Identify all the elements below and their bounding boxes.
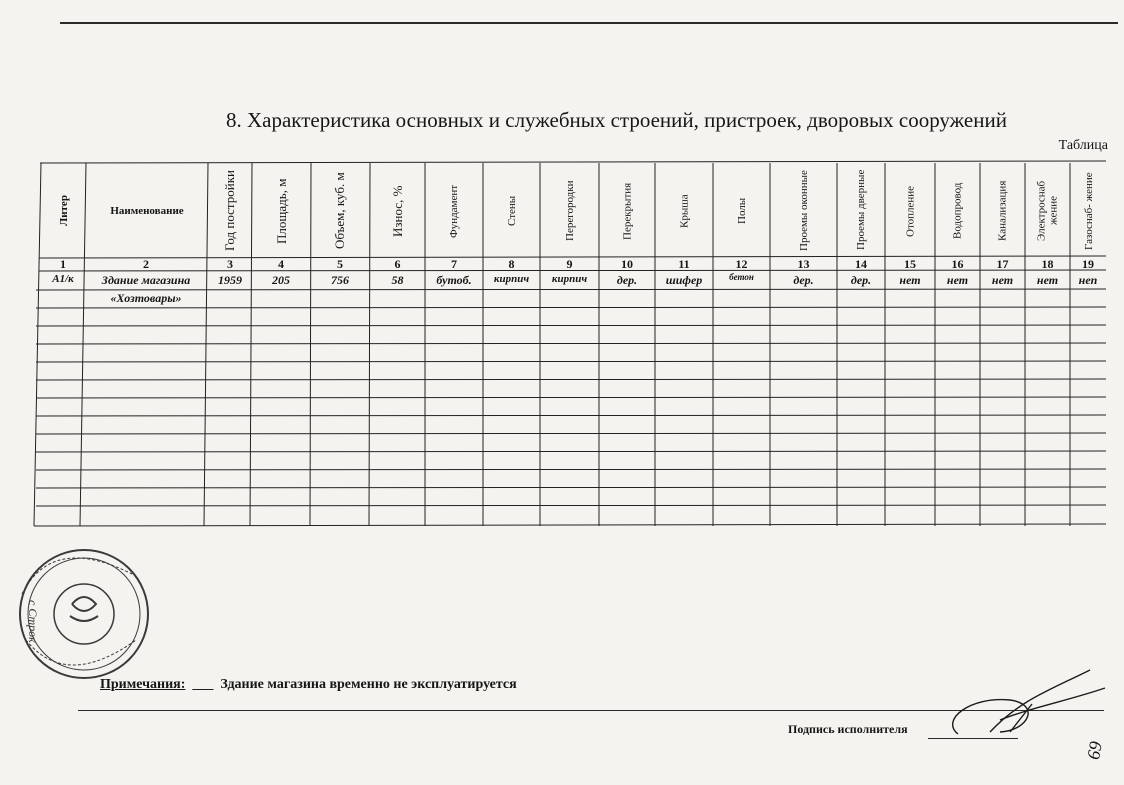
column-number: 3 bbox=[227, 257, 233, 271]
column-header-water: Водопровод bbox=[951, 182, 964, 240]
column-header-year: Год постройки bbox=[221, 170, 237, 252]
column-header-electricity: Электроснаб жение bbox=[1035, 180, 1060, 242]
page-title: 8. Характеристика основных и служебных строений, пристроек, дворовых сооружений bbox=[226, 108, 1007, 132]
cell-volume: 756 bbox=[331, 273, 349, 287]
column-header-doors: Проемы дверные bbox=[854, 169, 867, 251]
column-header-area: Площадь, м bbox=[273, 178, 289, 244]
cell-area: 205 bbox=[272, 273, 290, 287]
handwritten-signature-icon bbox=[940, 660, 1110, 750]
column-number: 18 bbox=[1041, 257, 1054, 271]
notes-text: Здание магазина временно не эксплуатируется bbox=[220, 677, 517, 692]
column-number: 5 bbox=[337, 257, 343, 271]
cell-roof: шифер bbox=[665, 273, 703, 287]
cell-ceilings: дер. bbox=[616, 273, 638, 287]
column-number: 15 bbox=[904, 257, 916, 271]
column-header-liter: Литер bbox=[57, 195, 70, 227]
column-header-gas: Газоснаб- жение bbox=[1082, 172, 1095, 250]
column-header-roof: Крыша bbox=[678, 194, 691, 228]
column-number: 2 bbox=[143, 257, 149, 271]
cell-wear: 58 bbox=[391, 273, 404, 287]
cell-gas: неп bbox=[1078, 273, 1098, 287]
column-number: 4 bbox=[278, 257, 284, 271]
column-number: 17 bbox=[996, 257, 1009, 271]
column-header-wear: Износ, % bbox=[389, 185, 405, 237]
cell-liter: А1/к bbox=[52, 273, 74, 285]
notes bbox=[100, 677, 517, 693]
page-number: 69 bbox=[1083, 739, 1106, 762]
column-number: 7 bbox=[451, 257, 457, 271]
column-header-sewer: Канализация bbox=[996, 180, 1009, 242]
column-header-floors: Полы bbox=[735, 197, 748, 225]
cell-name: Здание магазина bbox=[101, 273, 191, 287]
column-header-ceilings: Перекрытия bbox=[621, 182, 634, 240]
cell-doors: дер. bbox=[850, 273, 872, 287]
margin-note: с Строк bbox=[26, 600, 40, 643]
column-number: 13 bbox=[797, 257, 810, 271]
column-header-windows: Проемы оконные bbox=[797, 170, 810, 252]
column-header-name: Наименование bbox=[110, 204, 184, 217]
column-header-heating: Отопление bbox=[904, 185, 917, 237]
column-number: 1 bbox=[60, 257, 66, 271]
cell-sewer: нет bbox=[991, 273, 1014, 287]
cell-heating: нет bbox=[899, 273, 921, 287]
column-number: 11 bbox=[678, 257, 690, 271]
column-number: 12 bbox=[735, 257, 748, 271]
column-header-volume: Объем, куб. м bbox=[331, 172, 347, 250]
cell-foundation: бутоб. bbox=[436, 273, 472, 287]
cell-windows: дер. bbox=[793, 273, 814, 287]
cell-year: 1959 bbox=[218, 273, 242, 287]
column-header-partitions: Перегородки bbox=[563, 180, 576, 242]
column-number: 8 bbox=[508, 257, 515, 271]
signature-label: Подпись исполнителя bbox=[788, 722, 908, 736]
column-number: 9 bbox=[566, 257, 573, 271]
column-number: 6 bbox=[394, 257, 401, 271]
column-number: 19 bbox=[1082, 257, 1094, 271]
column-header-foundation: Фундамент bbox=[447, 184, 460, 238]
column-number: 16 bbox=[951, 257, 964, 271]
cell-electricity: нет bbox=[1036, 273, 1059, 287]
column-header-walls: Стены bbox=[505, 195, 518, 227]
column-number: 14 bbox=[855, 257, 867, 271]
cell-floors: бетон bbox=[729, 272, 754, 282]
table-label: Таблица bbox=[1058, 138, 1108, 153]
cell-partitions: кирпич bbox=[551, 273, 588, 285]
column-number: 10 bbox=[621, 257, 633, 271]
cell-walls: кирпич bbox=[493, 273, 530, 285]
notes-label: Примечания: bbox=[100, 677, 186, 692]
cell-water: нет bbox=[946, 273, 969, 287]
cell-name-continued: «Хозтовары» bbox=[110, 291, 182, 305]
notes-label-fill: ___ bbox=[188, 677, 217, 692]
